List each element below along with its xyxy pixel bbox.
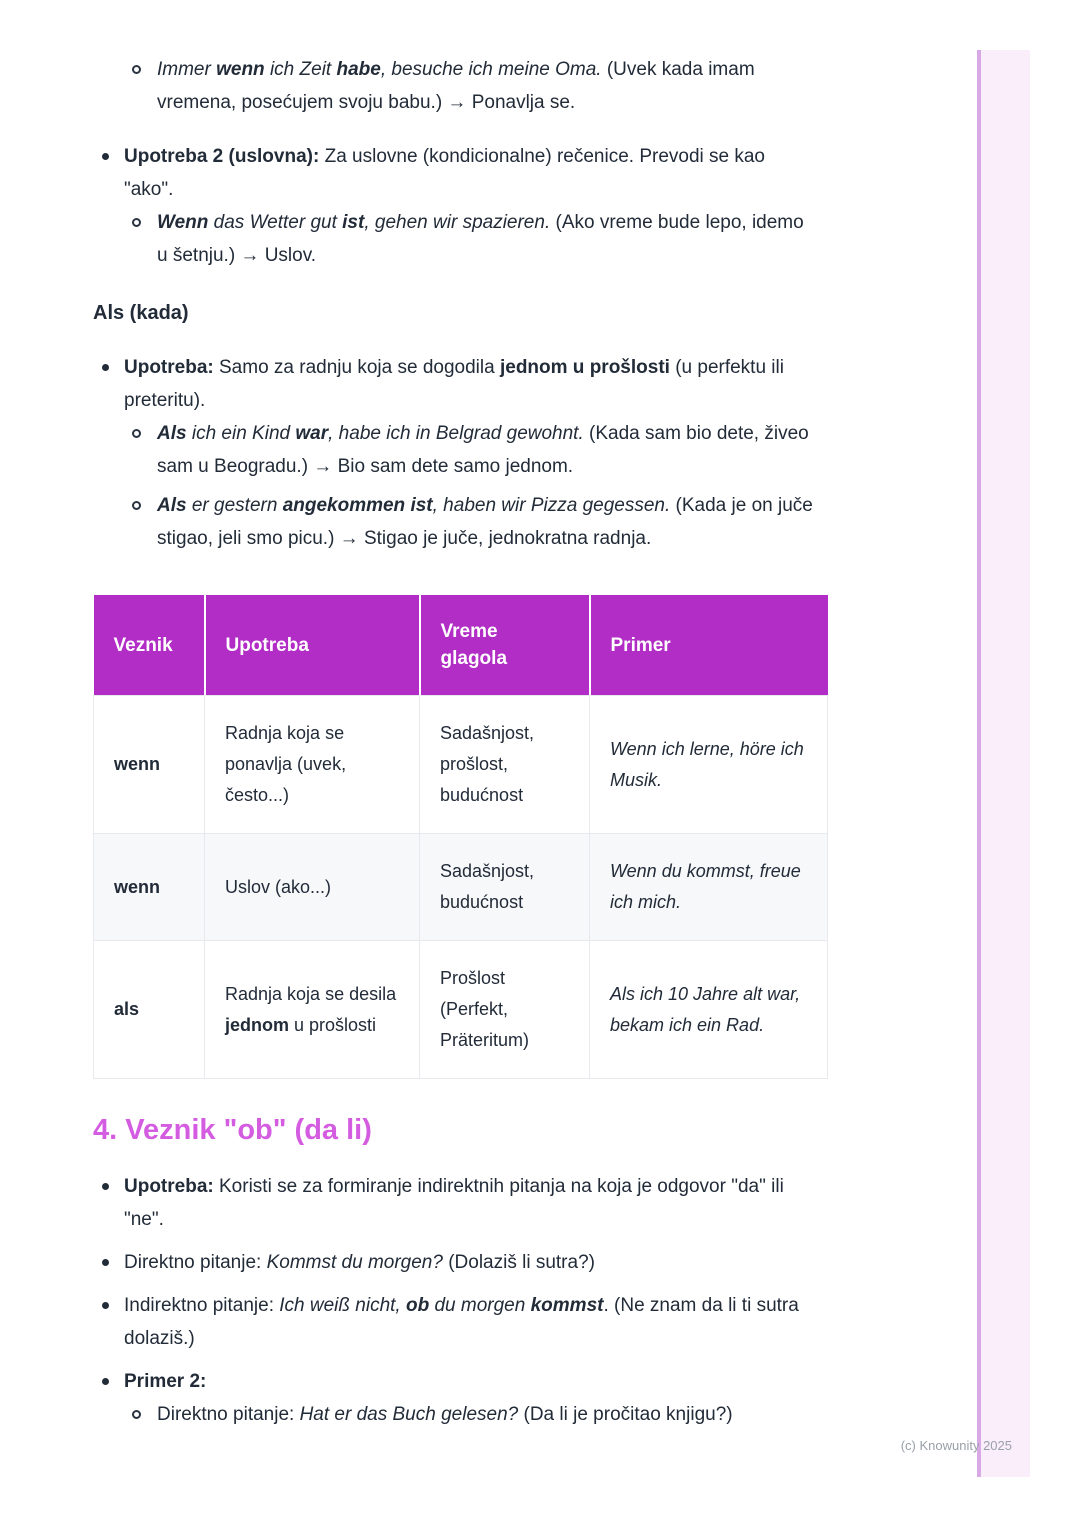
list-item-ob-upotreba [93,1170,817,1236]
watermark: (c) Knowunity 2025 [900,1438,1012,1453]
text-run: (Da li je pročitao knjigu?) [518,1404,733,1425]
text-run: Upotreba 2 (uslovna): [124,146,320,167]
list-item-als-example-1 [93,417,817,483]
text-run: ich Zeit [264,59,337,80]
text-run: angekommen ist [282,495,433,516]
list-item-text [124,1246,817,1279]
text-run: Immer [157,59,217,80]
text-run: (Kada sam bio dete, živeo sam u Beogradu.) → Bio sam dete samo jednom. [157,423,809,477]
circle-bullet-icon [132,218,141,227]
section-4-heading: 4. Veznik "ob" (da li) [93,1114,372,1146]
page-edge-strip [977,50,1030,1477]
text-run: , haben wir Pizza gegessen. [432,495,671,516]
cell-upotreba: Uslov (ako...) [205,834,420,941]
list-item-wenn-condition-example [93,206,817,272]
als-heading: Als (kada) [93,302,189,324]
text-run: u prošlosti [289,1014,377,1035]
list-item-wenn-repeat-example [93,53,817,119]
list-item-als-upotreba [93,351,817,417]
text-run: Ich weiß nicht, [279,1295,406,1316]
cell-primer: Wenn ich lerne, höre ich Musik. [590,696,828,834]
cell-vreme: Prošlost (Perfekt, Präteritum) [420,941,590,1079]
cell-vreme: Sadašnjost, budućnost [420,834,590,941]
bullet-icon [102,1378,109,1385]
text-run: . (Ne znam da li ti sutra dolaziš.) [124,1295,799,1349]
notes-content [93,0,817,1431]
list-item-text [124,351,817,417]
list-item-als-example-2 [93,489,817,555]
col-header-veznik: Veznik [94,595,205,696]
text-run: , gehen wir spazieren. [364,212,551,233]
text-run: kommst [530,1295,604,1316]
text-run: Wenn [157,212,209,233]
table-row [94,834,828,941]
list-item-text [124,140,817,206]
cell-primer: Als ich 10 Jahre alt war, bekam ich ein Rad. [590,941,828,1079]
cell-veznik: als [94,941,205,1079]
text-run: (Ako vreme bude lepo, idemo u šetnju.) → Uslov. [157,212,804,266]
cell-upotreba [205,941,420,1079]
list-item-text [157,53,817,119]
text-run: war [295,423,329,444]
list-item-text [157,417,817,483]
cell-upotreba: Radnja koja se ponavlja (uvek, često...) [205,696,420,834]
text-run: Upotreba: [124,357,214,378]
text-run: Als [157,495,187,516]
text-run: Primer 2: [124,1371,207,1392]
text-run: ich ein Kind [186,423,296,444]
circle-bullet-icon [132,429,141,438]
text-run: jednom u prošlosti [499,357,670,378]
text-run: jednom [225,1014,290,1035]
list-item-direct-question [93,1246,817,1279]
text-run: Als [157,423,187,444]
text-run: Kommst du morgen? [266,1252,443,1273]
list-item-text [124,1170,817,1236]
text-run: (Uvek kada imam vremena, posećujem svoju babu.) → Ponavlja se. [157,59,755,113]
list-item-text [157,206,817,272]
text-run: Direktno pitanje: [124,1252,267,1273]
text-run: , habe ich in Belgrad gewohnt. [328,423,584,444]
cell-veznik: wenn [94,696,205,834]
list-item-text [124,1289,817,1355]
bullet-icon [102,1302,109,1309]
list-item-indirect-question [93,1289,817,1355]
text-run: Samo za radnju koja se dogodila [213,357,500,378]
bullet-icon [102,364,109,371]
table-header-row [94,595,828,696]
list-item-text [157,489,817,555]
text-run: Indirektno pitanje: [124,1295,280,1316]
text-run: (Kada je on juče stigao, jeli smo picu.) → Stigao je juče, jednokratna radnja. [157,495,813,549]
text-run: (Dolaziš li sutra?) [442,1252,595,1273]
text-run: er gestern [186,495,283,516]
circle-bullet-icon [132,65,141,74]
list-item-primer-2-direct [93,1398,817,1431]
text-run: Radnja koja se desila [225,983,397,1004]
table-row [94,696,828,834]
conjunction-table [93,595,828,1079]
section-4-list [93,1170,817,1431]
circle-bullet-icon [132,501,141,510]
text-run: ob [405,1295,430,1316]
list-item-text [124,1365,817,1398]
list-item-primer-2 [93,1365,817,1398]
table-header [94,595,828,696]
text-run: , besuche ich meine Oma. [380,59,602,80]
col-header-upotreba: Upotreba [205,595,420,696]
col-header-vreme: Vreme glagola [420,595,590,696]
cell-veznik: wenn [94,834,205,941]
bullet-icon [102,1259,109,1266]
text-run: Upotreba: [124,1176,214,1197]
bullet-icon [102,153,109,160]
circle-bullet-icon [132,1410,141,1419]
bullet-icon [102,1183,109,1190]
text-run: ist [342,212,365,233]
col-header-primer: Primer [590,595,828,696]
table-row [94,941,828,1079]
text-run: Koristi se za formiranje indirektnih pitanja na koja je odgovor "da" ili "ne". [124,1176,784,1230]
text-run: das Wetter gut [208,212,343,233]
cell-vreme: Sadašnjost, prošlost, budućnost [420,696,590,834]
list-item-upotreba-2 [93,140,817,206]
text-run: (u perfektu ili preteritu). [124,357,784,411]
text-run: Hat er das Buch gelesen? [299,1404,519,1425]
cell-primer: Wenn du kommst, freue ich mich. [590,834,828,941]
text-run: wenn [216,59,265,80]
list-item-text [157,1398,817,1431]
text-run: Direktno pitanje: [157,1404,300,1425]
text-run: Za uslovne (kondicionalne) rečenice. Prevodi se kao "ako". [124,146,765,200]
text-run: habe [336,59,381,80]
text-run: du morgen [429,1295,531,1316]
